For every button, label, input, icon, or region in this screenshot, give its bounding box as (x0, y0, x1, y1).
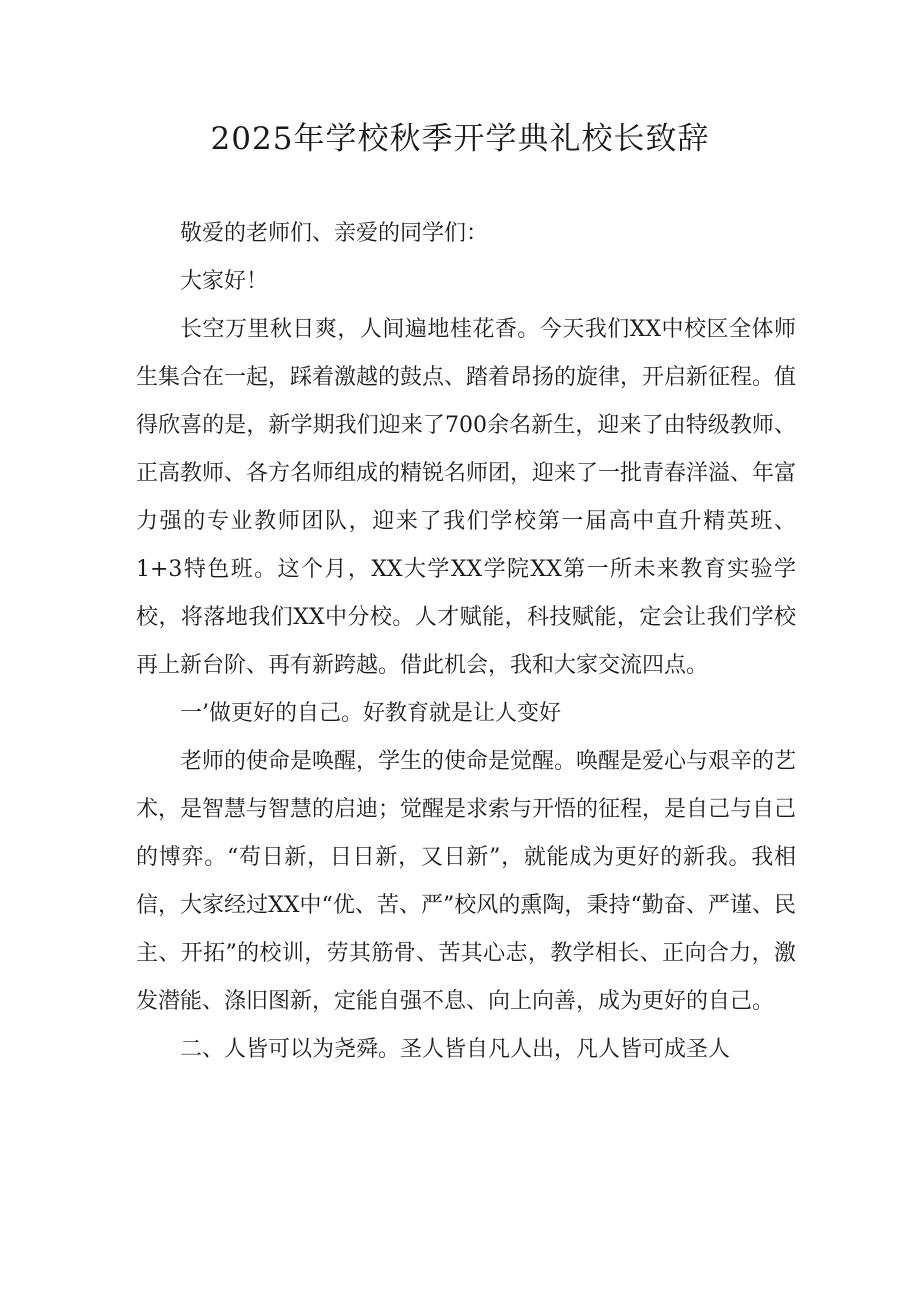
document-body (136, 210, 796, 1074)
greeting: 大家好！ (180, 269, 269, 294)
section-heading-two: 二、人皆可以为尧舜。圣人皆自凡人出，凡人皆可成圣人 (180, 1037, 731, 1062)
section-heading-one: 一’做更好的自己。好教育就是让人变好 (180, 701, 561, 726)
page-title: 2025年学校秋季开学典礼校长致辞 (210, 121, 710, 157)
salutation: 敬爱的老师们、亲爱的同学们： (180, 221, 489, 246)
paragraph-intro: 长空万里秋日爽，人间遍地桂花香。今天我们XX中校区全体师生集合在一起，踩着激越的鼓点、踏着昂扬的旋律，开启新征程。值得欣喜的是，新学期我们迎来了700余名新生，迎来了由特级教师、正高教师、各方名师组成的精锐名师团，迎来了一批青春洋溢、年富力强的专业教师团队，迎来了我们学校第一届高中直升精英班、1+3特色班。这个月，XX大学XX学院XX第一所未来教育实验学校，将落地我们XX中分校。人才赋能，科技赋能，定会让我们学校再上新台阶、再有新跨越。借此机会，我和大家交流四点。 (136, 317, 797, 678)
paragraph-one: 老师的使命是唤醒，学生的使命是觉醒。唤醒是爱心与艰辛的艺术，是智慧与智慧的启迪；觉醒是求索与开悟的征程，是自己与自己的博弈。“苟日新，日日新，又日新”，就能成为更好的新我。我相信，大家经过XX中“优、苦、严”校风的熏陶，秉持“勤奋、严谨、民主、开拓”的校训，劳其筋骨、苦其心志，教学相长、正向合力，激发潜能、涤旧图新，定能自强不息、向上向善，成为更好的自己。 (136, 749, 797, 1014)
